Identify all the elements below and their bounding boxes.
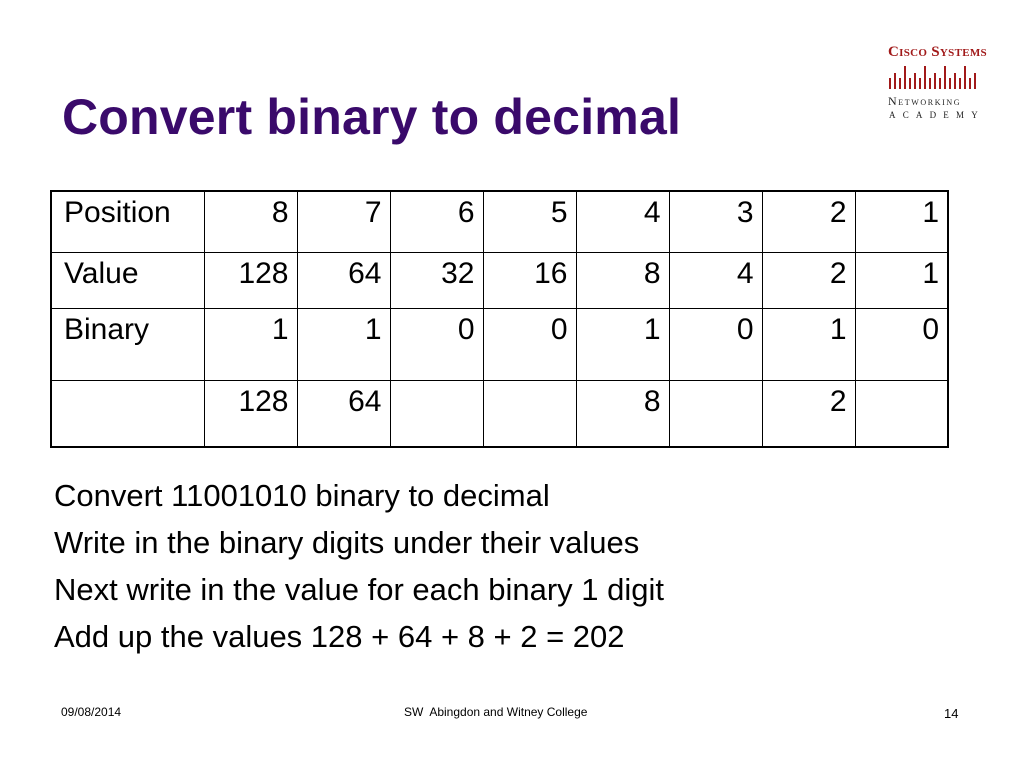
table-cell: 0 <box>669 309 762 381</box>
table-cell: 64 <box>297 253 390 309</box>
row-label-result <box>51 381 204 448</box>
table-cell: 2 <box>762 253 855 309</box>
footer-date: 09/08/2014 <box>61 705 122 719</box>
table-cell: 1 <box>297 309 390 381</box>
slide-title: Convert binary to decimal <box>62 89 682 145</box>
logo-networking-text: Networking <box>888 94 962 108</box>
table-cell: 1 <box>576 309 669 381</box>
table-cell: 64 <box>297 381 390 448</box>
table-cell: 4 <box>669 253 762 309</box>
table-cell <box>390 381 483 448</box>
logo-company-name: Cisco Systems <box>888 44 987 60</box>
table-cell: 2 <box>762 381 855 448</box>
row-label-position: Position <box>51 191 204 253</box>
table-cell: 0 <box>483 309 576 381</box>
table-cell: 8 <box>576 253 669 309</box>
table-cell: 2 <box>762 191 855 253</box>
table-row-position <box>51 191 948 253</box>
table-cell: 4 <box>576 191 669 253</box>
row-label-binary: Binary <box>51 309 204 381</box>
footer-page-number: 14 <box>944 706 959 721</box>
cisco-bridge-bars-icon <box>888 62 980 90</box>
binary-conversion-table <box>50 190 949 448</box>
logo-academy-text: ACADEMY <box>889 110 985 120</box>
instruction-line: Convert 11001010 binary to decimal <box>54 478 550 513</box>
instruction-text <box>54 472 664 660</box>
table-cell: 16 <box>483 253 576 309</box>
table-row-result <box>51 381 948 448</box>
table-cell: 128 <box>204 253 297 309</box>
table-cell: 1 <box>855 191 948 253</box>
table-row-value <box>51 253 948 309</box>
table-cell <box>483 381 576 448</box>
table-cell: 32 <box>390 253 483 309</box>
table-cell: 6 <box>390 191 483 253</box>
table-cell: 8 <box>204 191 297 253</box>
table-cell <box>669 381 762 448</box>
table-cell <box>855 381 948 448</box>
table-cell: 5 <box>483 191 576 253</box>
table-cell: 8 <box>576 381 669 448</box>
table-cell: 1 <box>762 309 855 381</box>
table-cell: 128 <box>204 381 297 448</box>
table-cell: 0 <box>390 309 483 381</box>
row-label-value: Value <box>51 253 204 309</box>
instruction-line: Write in the binary digits under their values <box>54 525 640 560</box>
cisco-networking-academy-logo <box>888 44 988 122</box>
instruction-line: Add up the values 128 + 64 + 8 + 2 = 202 <box>54 619 625 654</box>
table-cell: 3 <box>669 191 762 253</box>
table-cell: 1 <box>204 309 297 381</box>
table-row-binary <box>51 309 948 381</box>
instruction-line: Next write in the value for each binary 1 digit <box>54 572 664 607</box>
table-cell: 0 <box>855 309 948 381</box>
table-cell: 7 <box>297 191 390 253</box>
table-cell: 1 <box>855 253 948 309</box>
footer-college-name: SW Abingdon and Witney College <box>404 705 588 719</box>
